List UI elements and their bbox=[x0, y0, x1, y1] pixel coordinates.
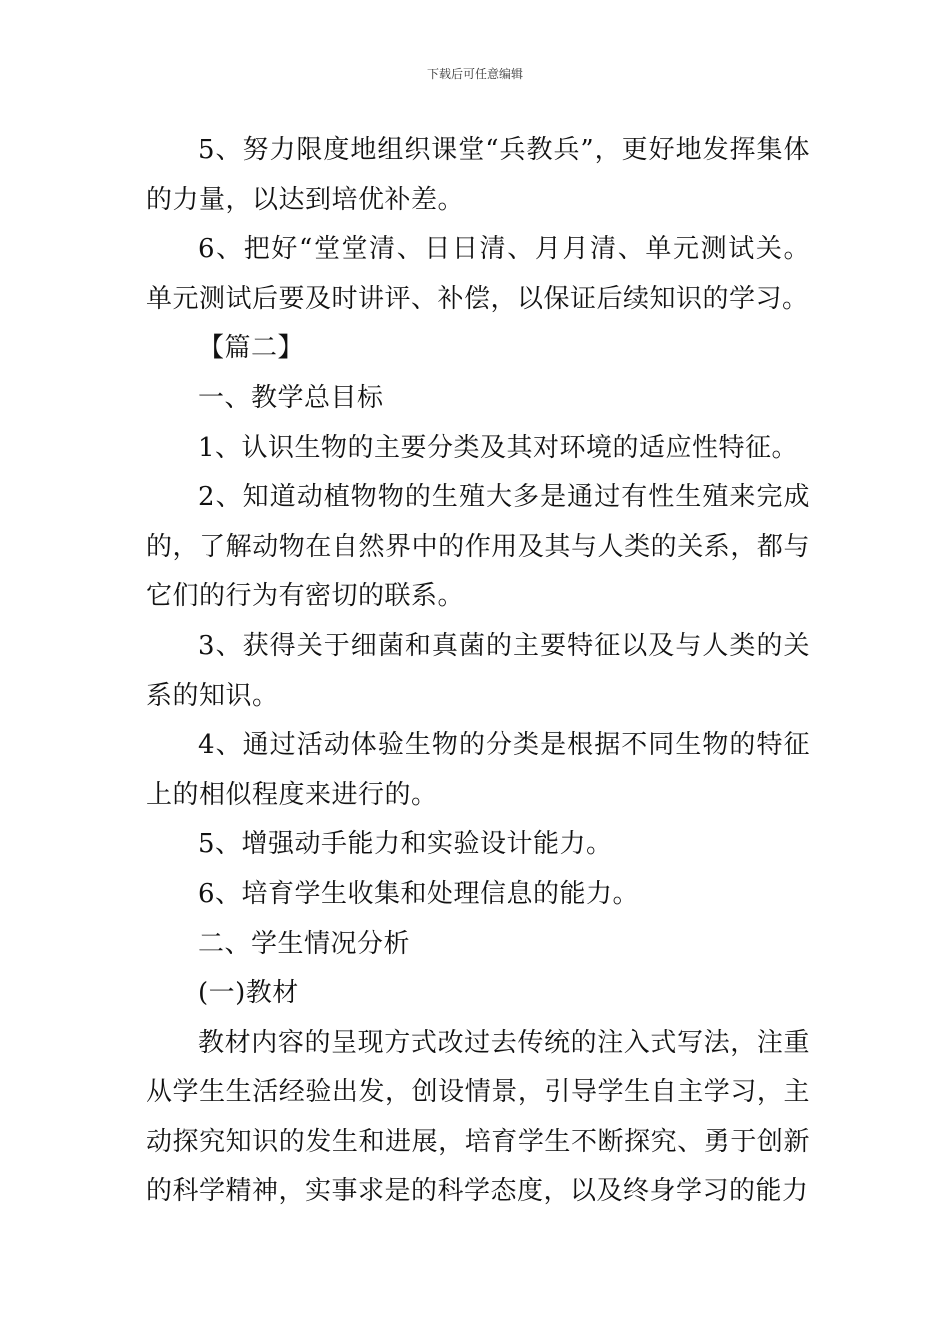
goal-item-6: 6、培育学生收集和处理信息的能力。 bbox=[198, 878, 640, 909]
paragraph-item-6-check: 6、把好“堂堂清、日日清、月月清、单元测试关。单元测试后要及时讲评、补偿，以保证后续知识的学习。 bbox=[146, 234, 810, 314]
section-heading-goals: 一、教学总目标 bbox=[198, 382, 384, 413]
section-heading-student-analysis: 二、学生情况分析 bbox=[198, 928, 411, 959]
subsection-heading-textbook: (一)教材 bbox=[198, 978, 299, 1009]
goal-item-3: 3、获得关于细菌和真菌的主要特征以及与人类的关系的知识。 bbox=[146, 630, 810, 711]
document-body bbox=[146, 126, 810, 1217]
textbook-description: 教材内容的呈现方式改过去传统的注入式写法，注重从学生生活经验出发，创设情景，引导学生自主学习，主动探究知识的发生和进展，培育学生不断探究、勇于创新的科学精神，实事求是的科学态度，以及终身学习的能力 bbox=[146, 1027, 810, 1207]
paragraph-item-5-group: 5、努力限度地组织课堂“兵教兵”，更好地发挥集体的力量，以达到培优补差。 bbox=[146, 135, 810, 215]
goal-item-4: 4、通过活动体验生物的分类是根据不同生物的特征上的相似程度来进行的。 bbox=[146, 730, 810, 810]
page-header: 下载后可任意编辑 bbox=[426, 67, 523, 81]
section-heading-part-two: 【篇二】 bbox=[198, 333, 305, 364]
goal-item-2: 2、知道动植物物的生殖大多是通过有性生殖来完成的，了解动物在自然界中的作用及其与人类的关系，都与它们的行为有密切的联系。 bbox=[146, 482, 810, 612]
goal-item-1: 1、认识生物的主要分类及其对环境的适应性特征。 bbox=[198, 432, 799, 463]
goal-item-5: 5、增强动手能力和实验设计能力。 bbox=[198, 829, 613, 860]
